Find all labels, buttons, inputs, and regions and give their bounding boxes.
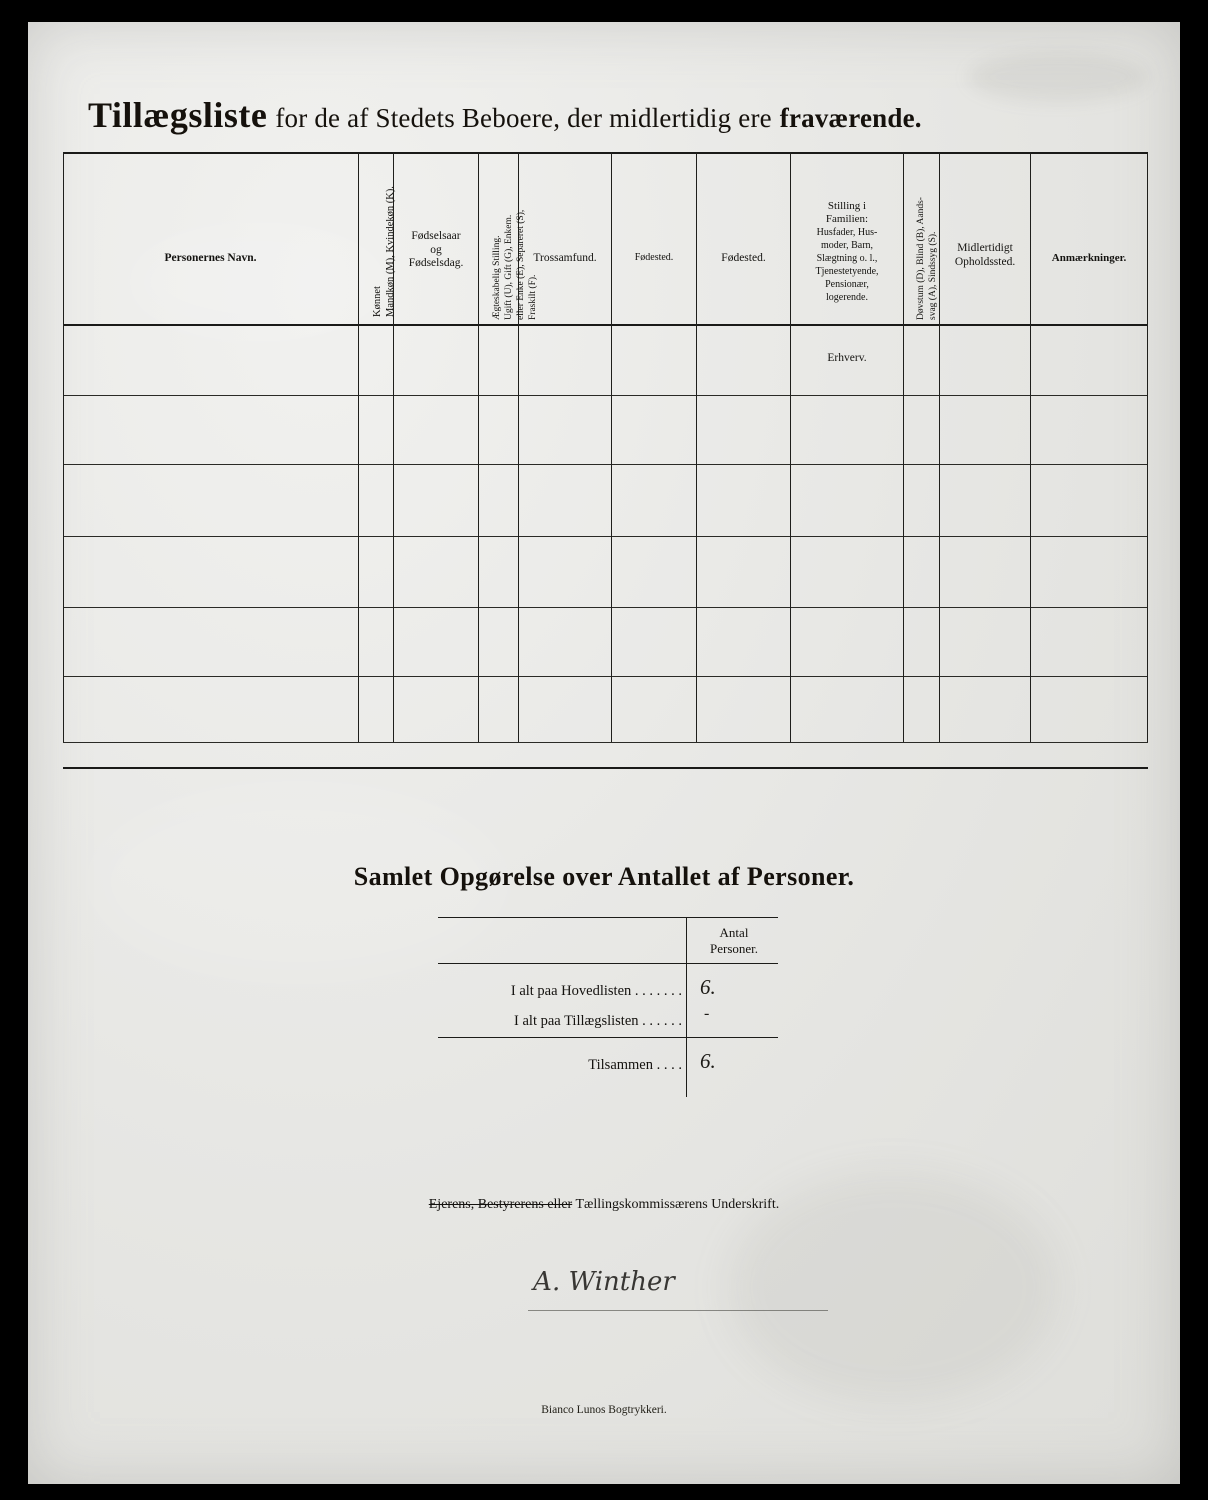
summary-header-rule — [438, 963, 778, 964]
column-header-kon: Kønnet Mandkøn (M), Kvindekøn (K). — [372, 186, 397, 317]
column-header-navn: Personernes Navn. — [164, 252, 257, 264]
summary-column-header-line2: Personer. — [709, 941, 759, 957]
signature-handwriting: A. Winther — [533, 1267, 675, 1297]
summary-row-value-hovedlisten: 6. — [700, 975, 716, 999]
column-header-sundhed: Døvstum (D), Blind (B), Aands- svag (A), Sindssyg (S). — [916, 197, 938, 320]
printer-credit: Bianco Lunos Bogtrykkeri. — [541, 1404, 667, 1416]
table-row[interactable] — [64, 608, 1147, 675]
summary-title: Samlet Opgørelse over Antallet af Personer. — [353, 862, 855, 891]
summary-top-rule — [438, 917, 778, 918]
table-column-divider — [1147, 152, 1148, 742]
summary-column-divider — [686, 917, 687, 1097]
table-row-rule — [63, 742, 1148, 743]
table-row[interactable] — [64, 326, 1147, 394]
summary-row-label-tillaegslisten: I alt paa Tillægslisten . . . . . . — [514, 1013, 682, 1029]
signature-label-rest: Tællingskommissærens Underskrift. — [575, 1197, 780, 1212]
column-header-fodselsaar: Fødselsaar og Fødselsdag. — [408, 230, 464, 270]
summary-column-header-line1: Antal — [719, 925, 749, 940]
signature-label-struck: Ejerens, Bestyrerens eller — [428, 1197, 573, 1212]
column-header-aegteskabelig-stilling: Ægteskabelig Stilling. Ugift (U), Gift (G), Enkem. eller Enke (E), Separeret (S), Fraskilt (F). — [492, 209, 538, 320]
summary-column-header — [690, 925, 778, 958]
page-title-main: Tillægsliste — [88, 95, 268, 135]
signature-label — [28, 1197, 1180, 1213]
column-header-anmerkninger: Anmærkninger. — [1051, 252, 1127, 264]
page-title-emphasis: fraværende. — [779, 103, 922, 133]
column-header-stilling-i-familien: Fødested. — [634, 252, 674, 263]
page-title-mid: for de af Stedets Beboere, der midlertidig ere — [275, 103, 772, 133]
column-header-stilling: Stilling i Familien: Husfader, Hus- moder, Barn, Slægtning o. l., Tjenestetyende, Pensionær, logerende. — [815, 200, 879, 303]
table-row[interactable] — [64, 465, 1147, 535]
census-form-paper — [28, 22, 1180, 1484]
table-bottom-rule — [63, 767, 1148, 769]
persons-table — [63, 152, 1148, 747]
table-top-rule — [63, 152, 1148, 154]
signature-underline — [528, 1310, 828, 1311]
summary-row-value-tilsammen: 6. — [700, 1049, 716, 1073]
table-row[interactable] — [64, 396, 1147, 463]
summary-row-label-hovedlisten: I alt paa Hovedlisten . . . . . . . — [510, 983, 682, 999]
column-header-erhverv-label: Erhverv. — [827, 352, 867, 364]
column-header-opholdssted: Midlertidigt Opholdssted. — [954, 242, 1016, 268]
table-row[interactable] — [64, 537, 1147, 606]
table-row[interactable] — [64, 677, 1147, 741]
summary-table — [438, 917, 778, 1097]
summary-row-value-tillaegslisten: - — [704, 1005, 710, 1022]
column-header-fodested: Fødested. — [721, 252, 766, 264]
column-header-trossamfund: Trossamfund. — [533, 252, 597, 264]
summary-subtotal-rule — [438, 1037, 778, 1038]
summary-row-label-tilsammen: Tilsammen . . . . — [588, 1057, 682, 1073]
page-title — [88, 94, 1118, 136]
